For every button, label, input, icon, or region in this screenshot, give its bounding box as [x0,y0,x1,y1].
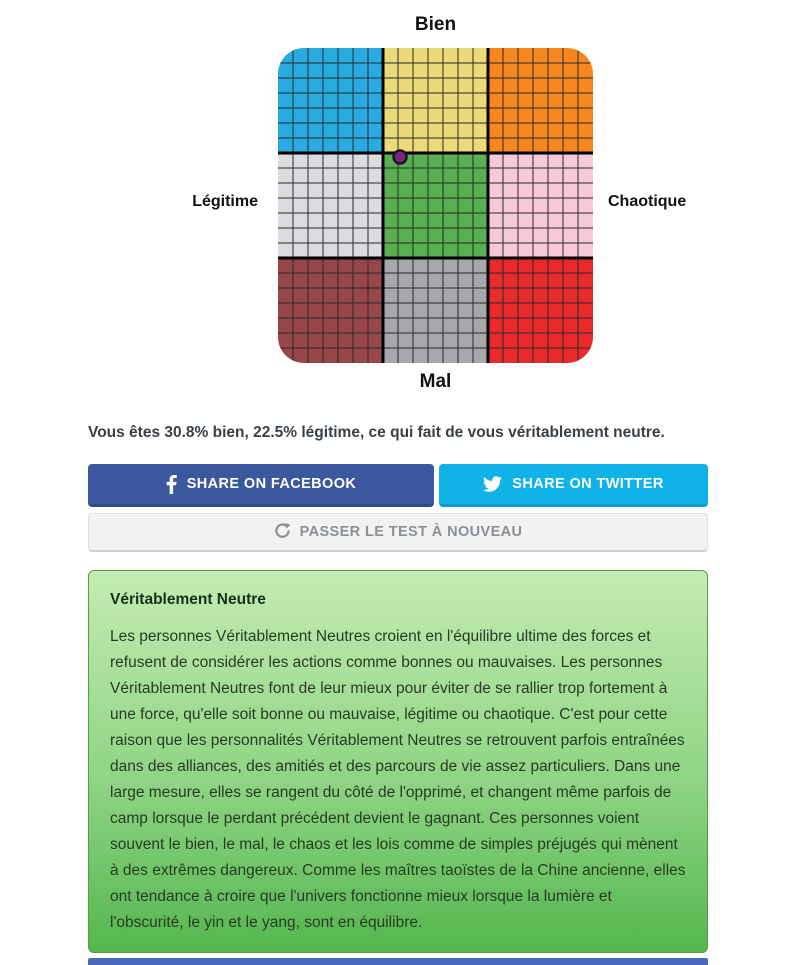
retake-test-label: PASSER LE TEST À NOUVEAU [299,524,523,540]
share-facebook-button[interactable] [88,464,434,507]
retake-test-button[interactable] [88,513,708,552]
share-buttons-row [88,464,708,507]
result-description-title: Véritablement Neutre [110,591,266,608]
refresh-icon [274,522,291,543]
share-twitter-button[interactable] [439,464,708,507]
result-description-box [88,570,708,953]
result-sentence: Vous êtes 30.8% bien, 22.5% légitime, ce qui fait de vous véritablement neutre. [88,424,665,441]
axis-label-chaotique: Chaotique [608,193,687,210]
alignment-grid [278,48,593,363]
axis-label-bien: Bien [414,14,457,35]
share-facebook-label: SHARE ON FACEBOOK [186,476,357,492]
twitter-bird-icon [483,476,502,492]
axis-label-legitime: Légitime [192,193,258,210]
facebook-f-icon [166,475,177,494]
axis-label-mal: Mal [419,371,452,392]
share-twitter-label: SHARE ON TWITTER [512,476,664,492]
result-description-text: Les personnes Véritablement Neutres croient en l'équilibre ultime des forces et refusent de considérer les actions comme bonnes ou mauvaises. Les personnes Véritablement Neutres font de leur mieux pour éviter de se rallier trop fortement à une force, qu'elle soit bonne ou mauvaise, légitime ou chaotique. C'est pour cette raison que les personnalités Véritablement Neutres se retrouvent parfois entraînées dans des alliances, des amitiés et des parcours de vie assez particuliers. Dans une large mesure, elles se rangent du côté de l'opprimé, et changent même parfois de camp lorsque le perdant précédent devient le gagnant. Ces personnes voient souvent le bien, le mal, le chaos et les lois comme de simples préjugés qui mènent à des extrêmes dangereux. Comme les maîtres taoïstes de la Chine ancienne, elles ont tendance à croire que l'univers fonctionne mieux lorsque la lumière et l'obscurité, le yin et le yang, sont en équilibre. [110,628,686,931]
next-section-bar [88,958,708,965]
alignment-chart [278,48,593,363]
